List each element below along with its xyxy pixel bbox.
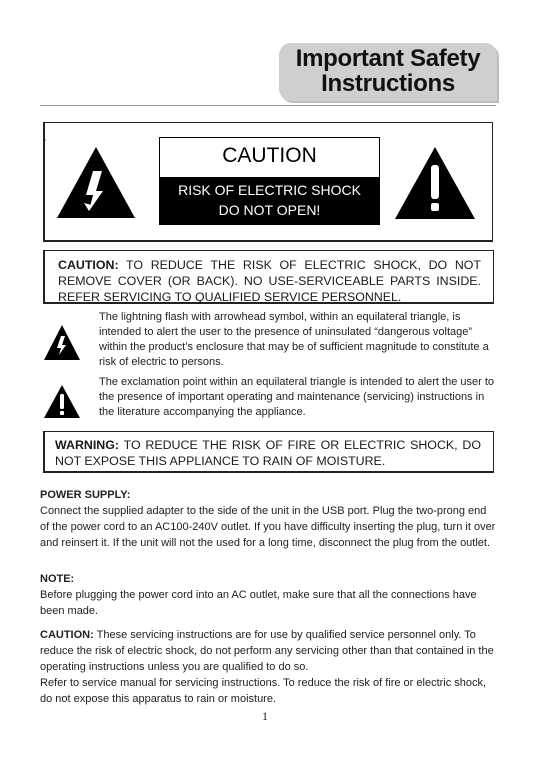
- lightning-warning-icon: [55, 145, 137, 220]
- service-caution-body-2: Refer to service manual for servicing instructions. To reduce the risk of fire or electric shock, do not expose this apparatus to rain or moisture.: [40, 677, 487, 705]
- warning-notice-label: WARNING:: [55, 438, 120, 452]
- header-divider: [40, 105, 496, 106]
- power-supply-body: Connect the supplied adapter to the side of the unit in the USB port. Plug the two-prong end of the power cord to an AC100-240V outlet. If you have difficulty inserting the plug, turn it over and reinsert it. If the unit will not the used for a long time, disconnect the plug from the outlet.: [40, 505, 496, 549]
- warning-notice-box: [43, 431, 494, 473]
- service-caution-section: [40, 627, 496, 707]
- caution-label-title: CAUTION: [222, 144, 317, 167]
- power-supply-section: [40, 487, 496, 551]
- note-heading: NOTE:: [40, 573, 75, 585]
- caution-notice-text: TO REDUCE THE RISK OF ELECTRIC SHOCK, DO NOT REMOVE COVER (OR BACK). NO USE-SERVICEABLE PARTS INSIDE. REFER SERVICING TO QUALIFIED SERVICE PERSONNEL.: [58, 258, 481, 304]
- note-section: [40, 571, 496, 619]
- page-number: 1: [262, 709, 268, 723]
- exclamation-warning-icon: [393, 145, 477, 221]
- note-body: Before plugging the power cord into an AC outlet, make sure that all the connections have been made.: [40, 589, 477, 617]
- lightning-symbol-description: The lightning flash with arrowhead symbol, within an equilateral triangle, is intended to alert the user to the presence of uninsulated “dangerous voltage” within the product’s enclosure that may be of sufficient magnitude to constitute a risk of electric to persons.: [99, 311, 489, 368]
- exclamation-symbol-icon: [43, 384, 81, 420]
- stray-mark: ': [44, 138, 46, 149]
- service-caution-heading: CAUTION:: [40, 629, 94, 641]
- exclamation-symbol-description: The exclamation point within an equilateral triangle is intended to alert the user to the presence of important operating and maintenance (servicing) instructions in the literature accompanying the appliance.: [99, 376, 495, 418]
- caution-notice-box: [43, 250, 494, 304]
- page-title: [279, 43, 497, 96]
- warning-notice-text: TO REDUCE THE RISK OF FIRE OR ELECTRIC SHOCK, DO NOT EXPOSE THIS APPLIANCE TO RAIN OF MOISTURE.: [55, 438, 481, 468]
- title-line-2: Instructions: [321, 70, 455, 97]
- caution-label-line-1: RISK OF ELECTRIC SHOCK: [178, 182, 361, 198]
- lightning-symbol-icon: [43, 324, 81, 362]
- caution-label-line-2: DO NOT OPEN!: [218, 202, 321, 218]
- title-line-1: Important Safety: [295, 45, 481, 72]
- caution-notice-label: CAUTION:: [58, 258, 119, 272]
- service-caution-body-1: These servicing instructions are for use by qualified service personnel only. To reduce the risk of electric shock, do not perform any servicing other than that contained in the operating instructions unless you are qualified to do so.: [40, 629, 494, 673]
- power-supply-heading: POWER SUPPLY:: [40, 489, 131, 501]
